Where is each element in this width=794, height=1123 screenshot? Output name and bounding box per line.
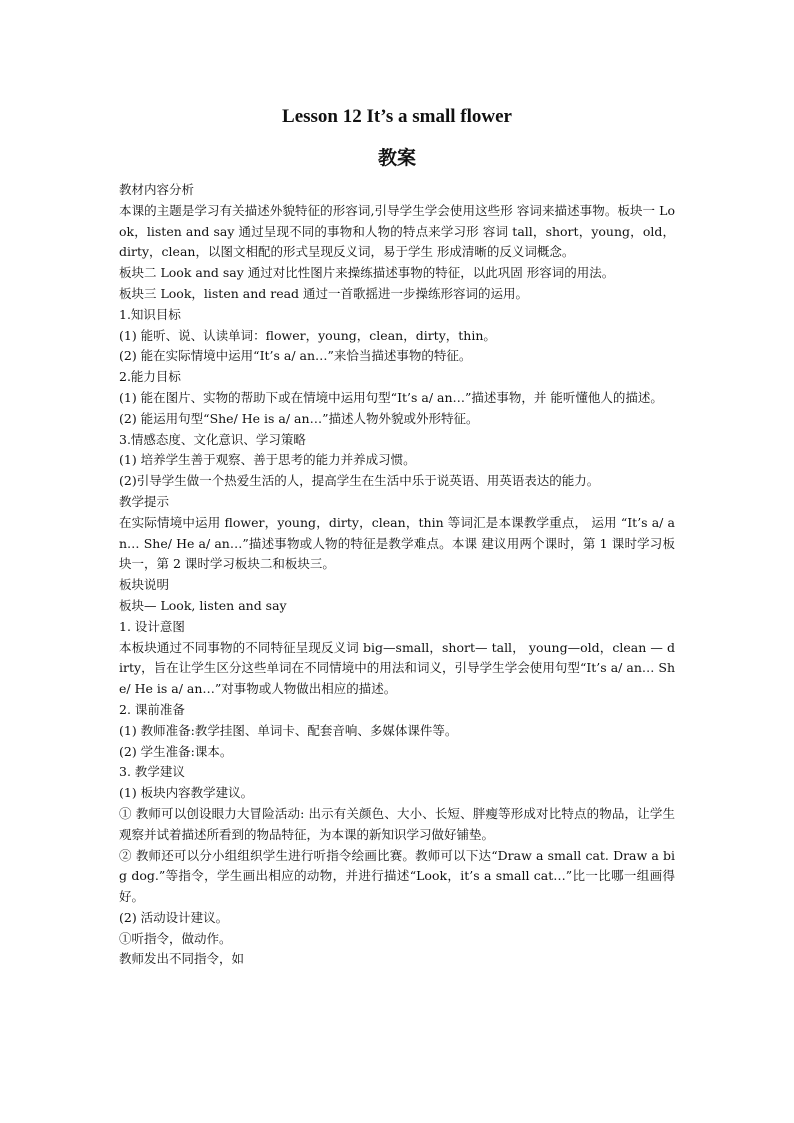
paragraph: 在实际情境中运用 flower，young，dirty，clean，thin 等词汇是本课教学重点， 运用 “It’s a/ an… She/ He a/ an…”描述事物或人物的特征是教学难点。本课 建议用两个课时，第 1 课时学习板块一，第 2 课时学习板块二和板块三。 (119, 514, 675, 572)
paragraph: ② 教师还可以分小组组织学生进行听指令绘画比赛。教师可以下达“Draw a small cat. Draw a big dog.”等指令，学生画出相应的动物，并进行描述“Look，it’s a small cat…”比一比哪一组画得好。 (119, 847, 675, 905)
page-title: Lesson 12 It’s a small flower (282, 106, 512, 127)
paragraph: 本课的主题是学习有关描述外貌特征的形容词,引导学生学会使用这些形 容词来描述事物。板块一 Look，listen and say 通过呈现不同的事物和人物的特点来学习形 容词 tall，short，young，old，dirty，clean，以图文相配的形式呈现反义词，易于学生 形成清晰的反义词概念。 (119, 202, 675, 260)
paragraph: (2) 能在实际情境中运用“It’s a/ an…”来恰当描述事物的特征。 (119, 348, 472, 364)
paragraph: 1.知识目标 (119, 306, 181, 322)
paragraph: (1) 培养学生善于观察、善于思考的能力并养成习惯。 (119, 452, 416, 468)
paragraph: 1. 设计意图 (119, 618, 185, 634)
paragraph: 3.情感态度、文化意识、学习策略 (119, 431, 306, 447)
paragraph: 教学提示 (119, 493, 170, 509)
paragraph: 板块三 Look，listen and read 通过一首歌摇进一步操练形容词的运用。 (119, 285, 529, 301)
paragraph: (1) 能在图片、实物的帮助下或在情境中运用句型“It’s a/ an…”描述事物，并 能听懂他人的描述。 (119, 389, 663, 405)
paragraph: (1) 教师准备:教学挂图、单词卡、配套音响、多媒体课件等。 (119, 722, 458, 738)
paragraph: (2)引导学生做一个热爱生活的人，提高学生在生活中乐于说英语、用英语表达的能力。 (119, 473, 600, 489)
paragraph: ①听指令，做动作。 (119, 930, 232, 946)
document-body (119, 180, 675, 970)
page-subtitle: 教案 (377, 147, 416, 169)
paragraph: (2) 活动设计建议。 (119, 909, 229, 925)
paragraph: (2) 能运用句型“She/ He is a/ an…”描述人物外貌或外形特征。 (119, 410, 479, 426)
paragraph: 2.能力目标 (119, 369, 181, 385)
paragraph: 教师发出不同指令，如 (119, 951, 245, 967)
paragraph: (1) 能听、说、认读单词：flower，young，clean，dirty，thin。 (119, 327, 496, 343)
paragraph: 板块— Look, listen and say (119, 597, 287, 613)
paragraph: 3. 教学建议 (119, 764, 185, 780)
paragraph: 板块二 Look and say 通过对比性图片来操练描述事物的特征，以此巩固 形容词的用法。 (119, 265, 615, 281)
paragraph: (2) 学生准备:课本。 (119, 743, 233, 759)
paragraph: ① 教师可以创设眼力大冒险活动: 出示有关颜色、大小、长短、胖瘦等形成对比特点的物品，让学生观察并试着描述所看到的物品特征，为本课的新知识学习做好铺垫。 (119, 805, 675, 842)
paragraph: (1) 板块内容教学建议。 (119, 785, 254, 801)
paragraph: 2. 课前准备 (119, 701, 185, 717)
paragraph: 本板块通过不同事物的不同特征呈现反义词 big—small，short— tall， young—old，clean — dirty，旨在让学生区分这些单词在不同情境中的用法和词义，引导学生学会使用句型“It’s a/ an… She/ He is a/ an…”对事物或人物做出相应的描述。 (119, 639, 675, 697)
paragraph: 教材内容分析 (119, 182, 195, 197)
paragraph: 板块说明 (119, 577, 170, 593)
